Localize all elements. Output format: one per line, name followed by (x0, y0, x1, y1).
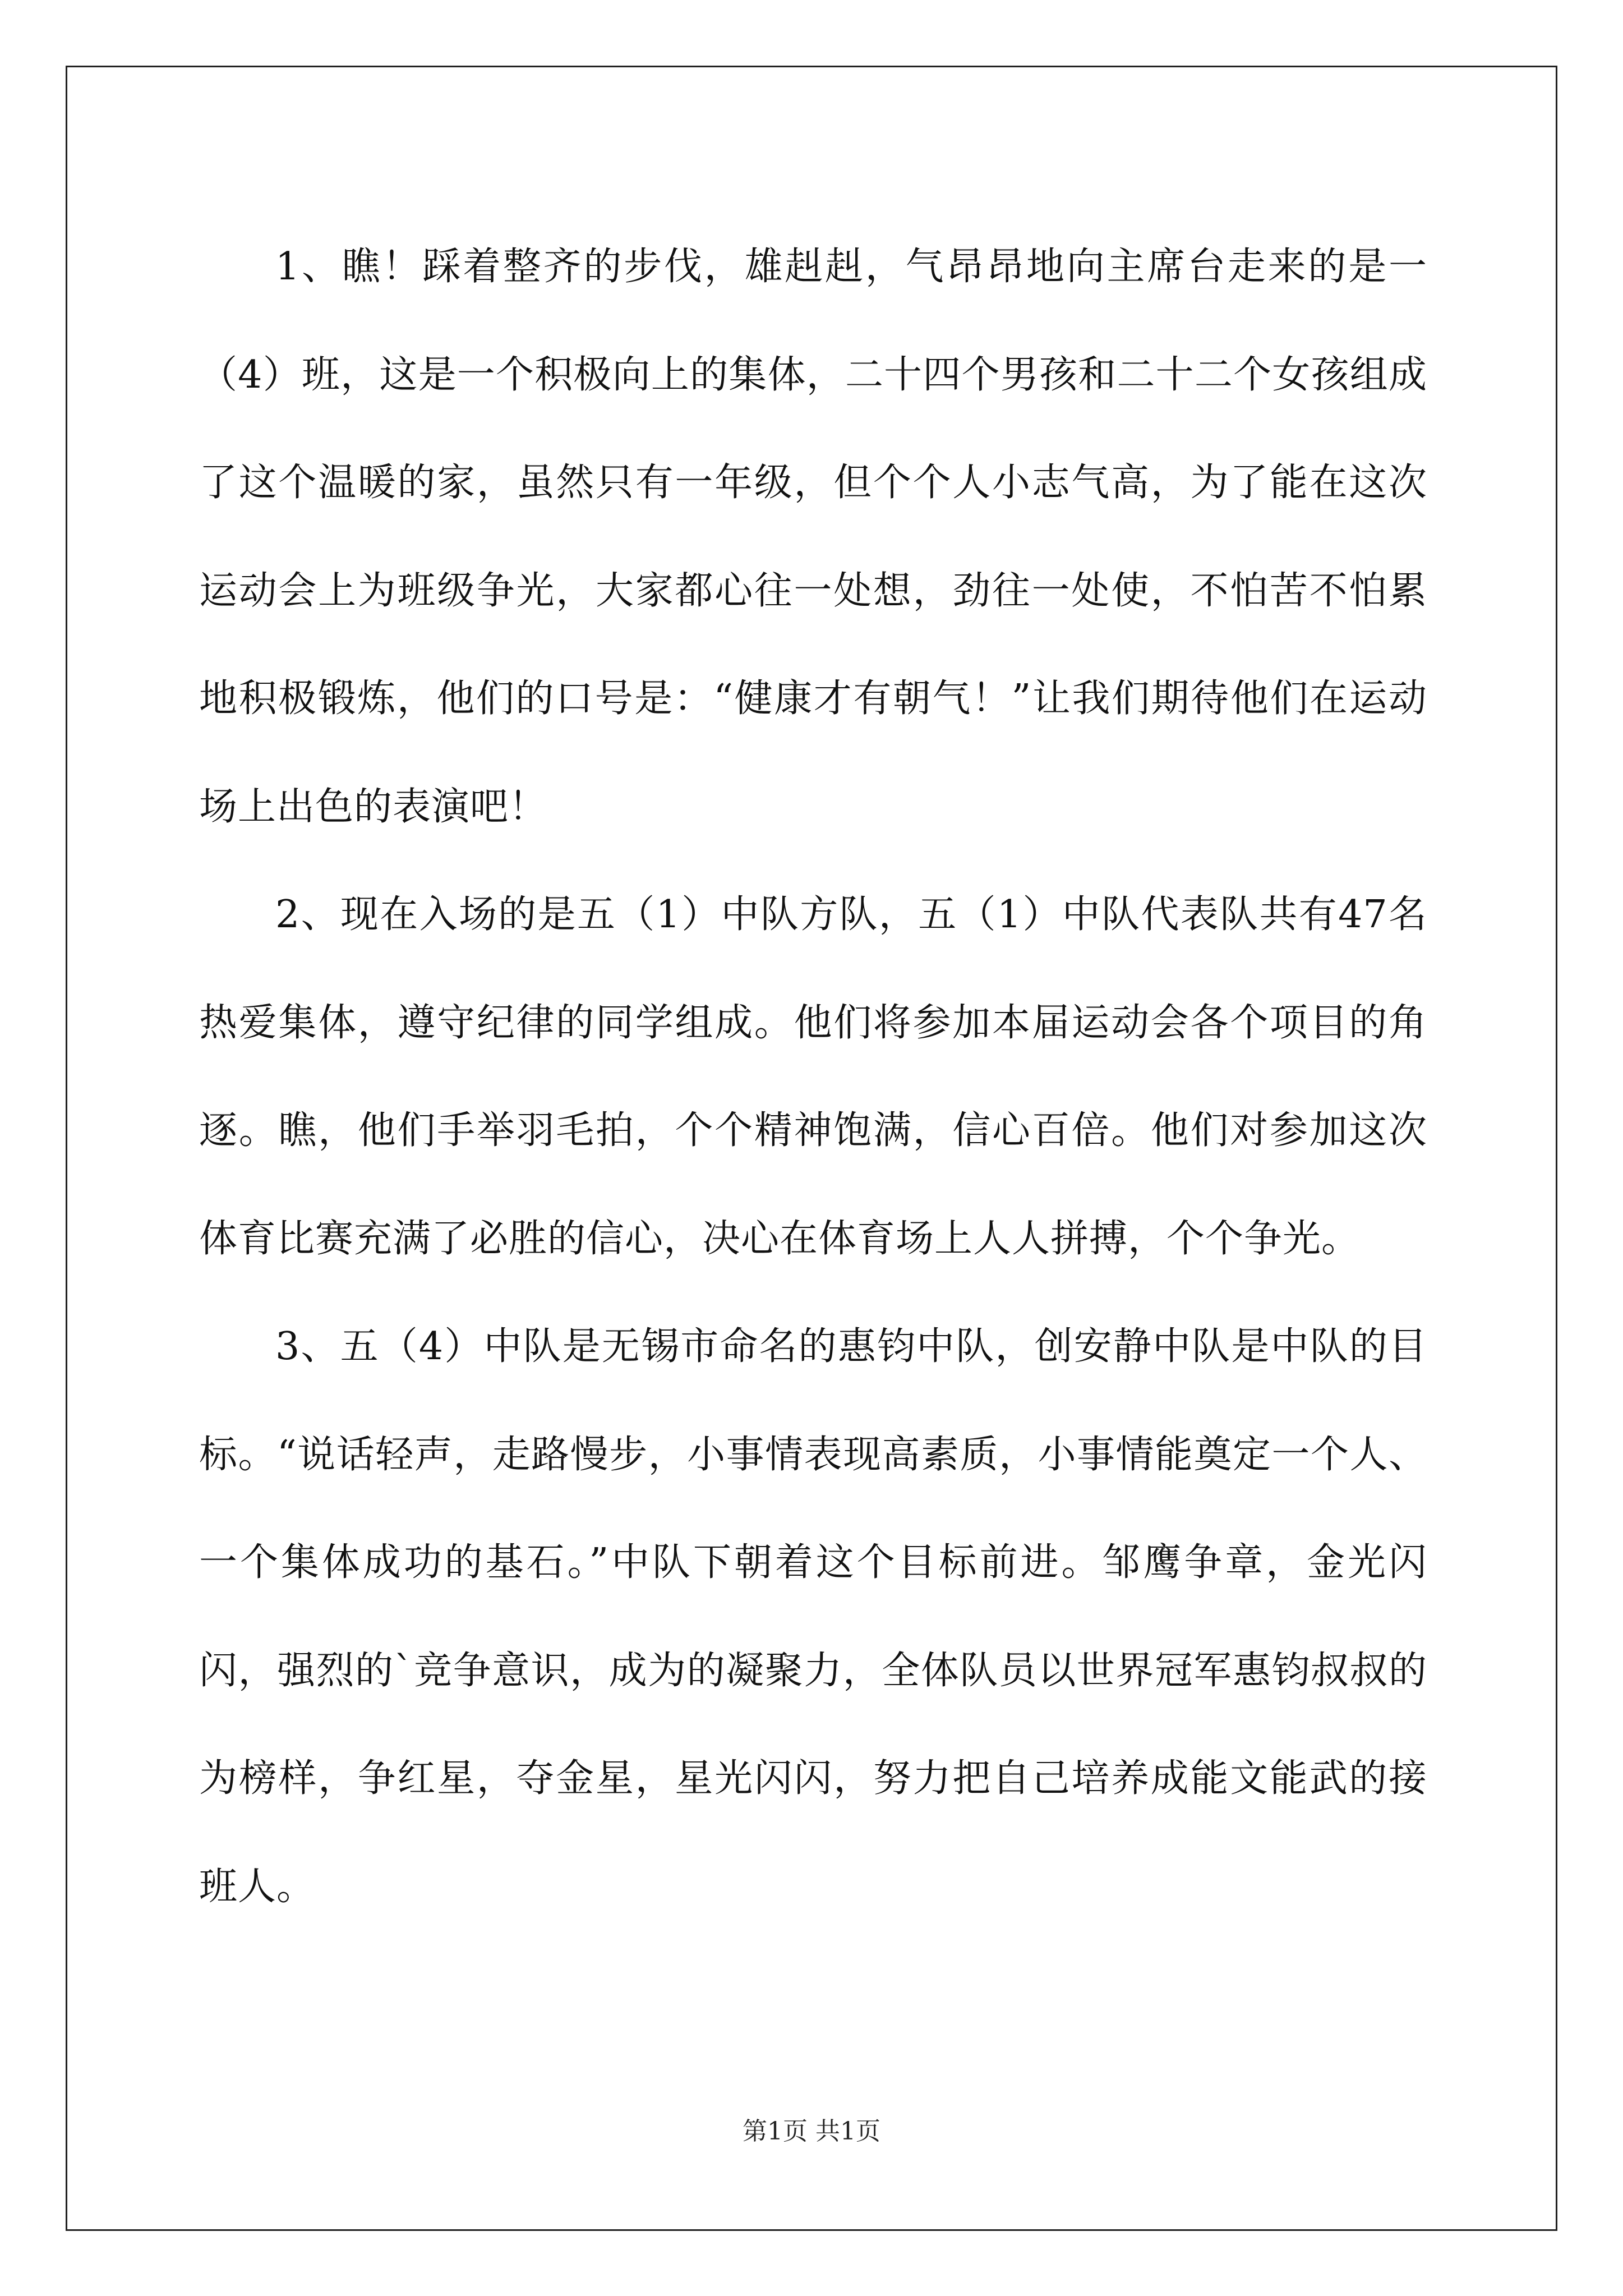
page-footer: 第1页 共1页 (743, 2117, 880, 2146)
paragraph-1: 1、瞧！踩着整齐的步伐，雄赳赳，气昂昂地向主席台走来的是一（4）班，这是一个积极向上的集体，二十四个男孩和二十二个女孩组成了这个温暖的家，虽然只有一年级，但个个人小志气高，为了能在这次运动会上为班级争光，大家都心往一处想，劲往一处使，不怕苦不怕累地积极锻炼，他们的口号是：“健康才有朝气！”让我们期待他们在运动场上出色的表演吧！ (199, 245, 1427, 829)
paragraph-2: 2、现在入场的是五（1）中队方队，五（1）中队代表队共有47名热爱集体，遵守纪律的同学组成。他们将参加本届运动会各个项目的角逐。瞧，他们手举羽毛拍，个个精神饱满，信心百倍。他们对参加这次体育比赛充满了必胜的信心，决心在体育场上人人拼搏，个个争光。 (199, 892, 1427, 1261)
paragraph-3: 3、五（4）中队是无锡市命名的惠钧中队，创安静中队是中队的目标。“说话轻声，走路慢步，小事情表现高素质，小事情能奠定一个人、一个集体成功的基石。”中队下朝着这个目标前进。邹鹰争章，金光闪闪，强烈的`竞争意识，成为的凝聚力，全体队员以世界冠军惠钧叔叔的为榜样，争红星，夺金星，星光闪闪，努力把自己培养成能文能武的接班人。 (199, 1324, 1427, 1909)
document-body (199, 213, 1427, 1941)
